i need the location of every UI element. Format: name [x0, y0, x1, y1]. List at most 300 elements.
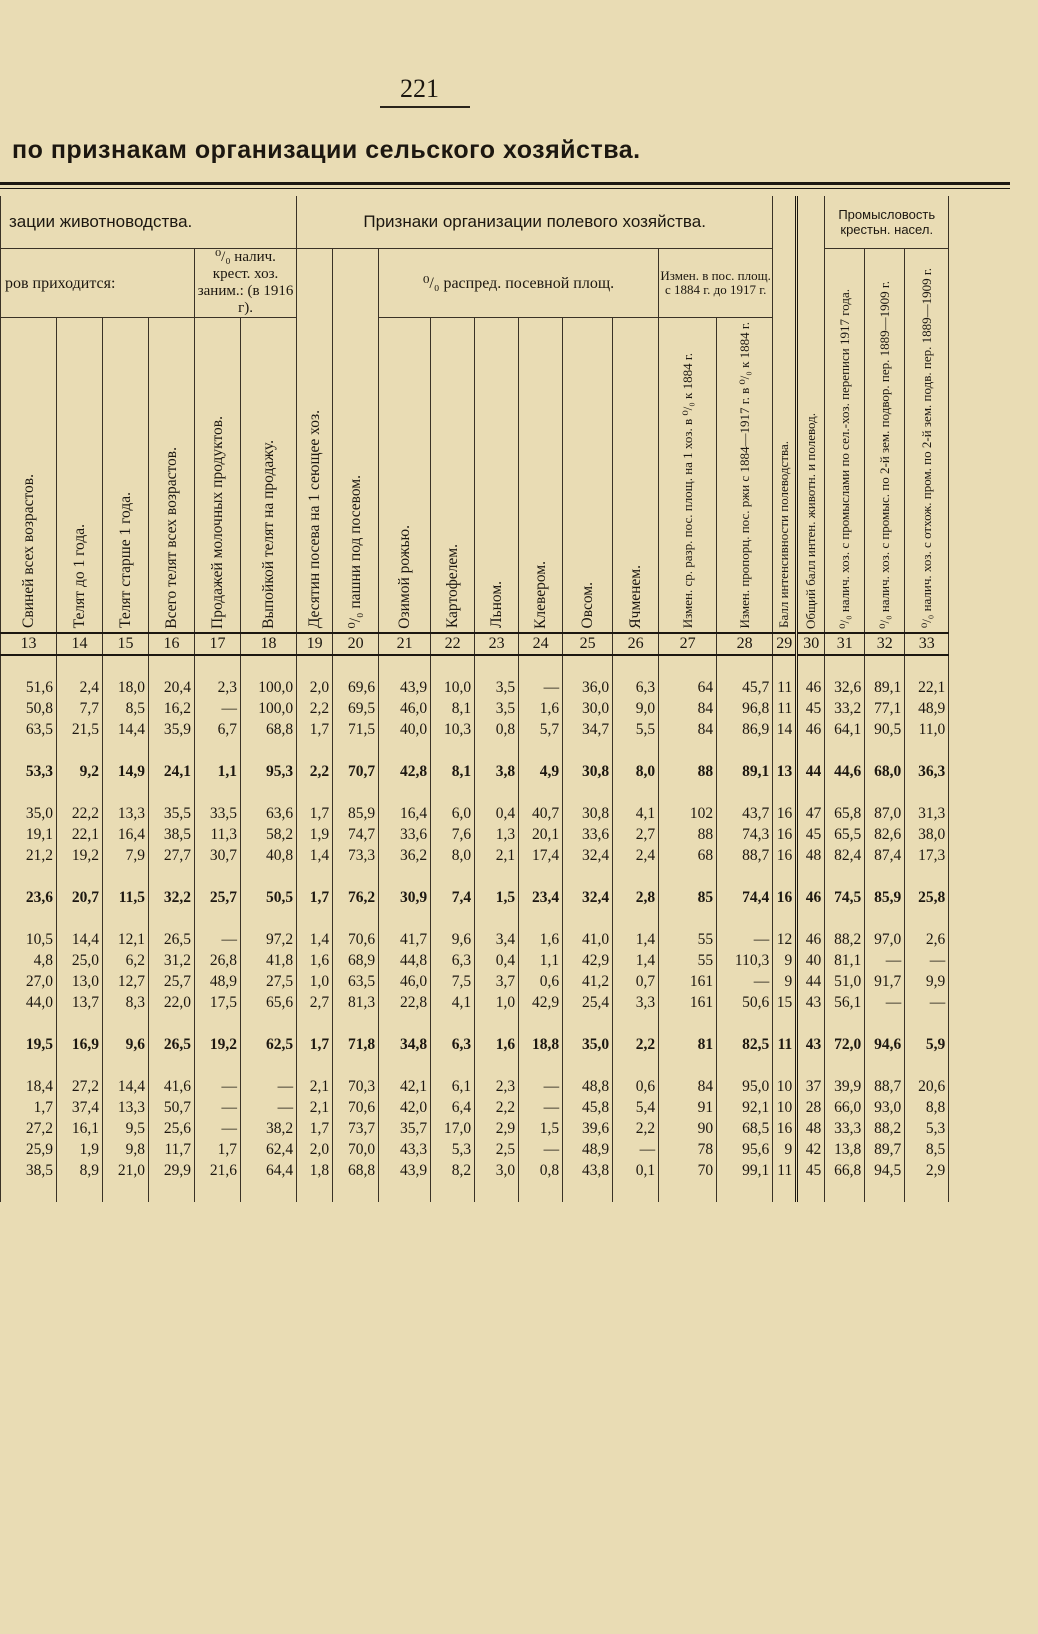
- table-cell: 4,9: [519, 761, 563, 782]
- col-header-25: Овсом.: [563, 318, 613, 634]
- table-cell: 16,9: [57, 1034, 103, 1055]
- table-cell: —: [865, 950, 905, 971]
- table-cell: 9,6: [103, 1034, 149, 1055]
- table-cell: 6,0: [431, 803, 475, 824]
- table-cell: 38,5: [1, 1160, 57, 1181]
- table-cell: 9: [773, 1139, 797, 1160]
- subheader-change-area: Измен. в пос. площ. с 1884 г. до 1917 г.: [659, 249, 773, 318]
- table-cell: 22,1: [905, 677, 949, 698]
- table-cell: 2,0: [297, 1139, 333, 1160]
- table-cell: 1,5: [475, 887, 519, 908]
- table-cell: —: [519, 677, 563, 698]
- column-number: 27: [659, 633, 717, 655]
- table-cell: 50,8: [1, 698, 57, 719]
- table-cell: 65,8: [825, 803, 865, 824]
- table-cell: 25,9: [1, 1139, 57, 1160]
- table-cell: 50,7: [149, 1097, 195, 1118]
- table-cell: 82,5: [717, 1034, 773, 1055]
- table-cell: 50,5: [241, 887, 297, 908]
- table-cell: 34,7: [563, 719, 613, 740]
- table-cell: —: [717, 971, 773, 992]
- table-cell: —: [519, 1097, 563, 1118]
- table-cell: 44: [797, 761, 825, 782]
- table-cell: 44,6: [825, 761, 865, 782]
- table-cell: 63,6: [241, 803, 297, 824]
- table-cell: 70,6: [333, 929, 379, 950]
- table-cell: 0,8: [475, 719, 519, 740]
- table-cell: —: [905, 992, 949, 1013]
- table-cell: 5,3: [431, 1139, 475, 1160]
- table-cell: 9,5: [103, 1118, 149, 1139]
- table-cell: 43,8: [563, 1160, 613, 1181]
- column-number: 26: [613, 633, 659, 655]
- table-row: [1, 992, 949, 1013]
- table-cell: 35,7: [379, 1118, 431, 1139]
- spacer-row: [1, 908, 949, 929]
- table-cell: 12,7: [103, 971, 149, 992]
- table-cell: 10,3: [431, 719, 475, 740]
- table-cell: 7,9: [103, 845, 149, 866]
- table-cell: 8,1: [431, 761, 475, 782]
- table-cell: 32,4: [563, 845, 613, 866]
- table-cell: 2,2: [297, 761, 333, 782]
- table-cell: 68,0: [865, 761, 905, 782]
- table-cell: 31,3: [905, 803, 949, 824]
- table-cell: 68,5: [717, 1118, 773, 1139]
- table-cell: 97,2: [241, 929, 297, 950]
- table-cell: —: [519, 1139, 563, 1160]
- table-cell: 30,9: [379, 887, 431, 908]
- col-header-13: Свиней всех возрастов.: [1, 318, 57, 634]
- column-number: 29: [773, 633, 797, 655]
- table-cell: 64: [659, 677, 717, 698]
- table-cell: 99,1: [717, 1160, 773, 1181]
- column-number: 14: [57, 633, 103, 655]
- table-cell: 11,7: [149, 1139, 195, 1160]
- col-header-20: ⁰/₀ пашни под посевом.: [333, 249, 379, 634]
- table-cell: 30,7: [195, 845, 241, 866]
- table-cell: 30,8: [563, 803, 613, 824]
- table-cell: 26,5: [149, 1034, 195, 1055]
- table-cell: 12: [773, 929, 797, 950]
- table-cell: 6,3: [431, 950, 475, 971]
- table-cell: 10,5: [1, 929, 57, 950]
- table-cell: 20,4: [149, 677, 195, 698]
- table-cell: 2,0: [297, 677, 333, 698]
- table-cell: 4,8: [1, 950, 57, 971]
- table-cell: 46,0: [379, 971, 431, 992]
- top-rule-thick: [0, 182, 1010, 185]
- table-cell: 6,1: [431, 1076, 475, 1097]
- table-cell: 29,9: [149, 1160, 195, 1181]
- table-cell: 16: [773, 887, 797, 908]
- table-cell: 86,9: [717, 719, 773, 740]
- table-cell: 16: [773, 845, 797, 866]
- table-cell: 70,3: [333, 1076, 379, 1097]
- table-cell: 25,8: [905, 887, 949, 908]
- table-cell: 16,1: [57, 1118, 103, 1139]
- table-cell: 5,9: [905, 1034, 949, 1055]
- table-cell: 0,8: [519, 1160, 563, 1181]
- table-cell: 100,0: [241, 677, 297, 698]
- table-cell: 9,0: [613, 698, 659, 719]
- table-cell: 42: [797, 1139, 825, 1160]
- table-cell: 25,0: [57, 950, 103, 971]
- table-cell: 11: [773, 1160, 797, 1181]
- table-cell: 38,0: [905, 824, 949, 845]
- col-header-15: Телят старше 1 года.: [103, 318, 149, 634]
- table-cell: 68: [659, 845, 717, 866]
- table-cell: 20,1: [519, 824, 563, 845]
- column-number: 31: [825, 633, 865, 655]
- table-cell: 1,6: [519, 698, 563, 719]
- table-cell: 25,4: [563, 992, 613, 1013]
- table-cell: 69,5: [333, 698, 379, 719]
- table-cell: 2,4: [613, 845, 659, 866]
- table-cell: 2,1: [297, 1076, 333, 1097]
- spacer-row: [1, 866, 949, 887]
- table-cell: 0,7: [613, 971, 659, 992]
- table-cell: 69,6: [333, 677, 379, 698]
- column-number: 28: [717, 633, 773, 655]
- table-cell: 23,6: [1, 887, 57, 908]
- table-cell: 35,0: [563, 1034, 613, 1055]
- table-cell: 33,2: [825, 698, 865, 719]
- table-cell: 5,4: [613, 1097, 659, 1118]
- table-cell: —: [519, 1076, 563, 1097]
- table-cell: 88: [659, 761, 717, 782]
- table-cell: 81,1: [825, 950, 865, 971]
- table-cell: 25,7: [195, 887, 241, 908]
- table-cell: 8,0: [431, 845, 475, 866]
- table-cell: 11: [773, 677, 797, 698]
- table-cell: 43: [797, 992, 825, 1013]
- table-cell: 11,3: [195, 824, 241, 845]
- table-cell: 1,4: [613, 929, 659, 950]
- table-cell: 63,5: [1, 719, 57, 740]
- table-cell: 40: [797, 950, 825, 971]
- table-cell: 13,7: [57, 992, 103, 1013]
- table-cell: 18,0: [103, 677, 149, 698]
- table-cell: 39,6: [563, 1118, 613, 1139]
- column-number: 21: [379, 633, 431, 655]
- table-cell: 11: [773, 698, 797, 719]
- table-cell: 45,8: [563, 1097, 613, 1118]
- table-cell: 70,0: [333, 1139, 379, 1160]
- table-cell: 42,0: [379, 1097, 431, 1118]
- table-cell: 84: [659, 1076, 717, 1097]
- col-header-30: Общий балл интен. животн. и полевод.: [797, 196, 825, 633]
- table-cell: 12,1: [103, 929, 149, 950]
- table-cell: 16,4: [103, 824, 149, 845]
- table-cell: 8,5: [103, 698, 149, 719]
- table-cell: 8,9: [57, 1160, 103, 1181]
- table-cell: 46: [797, 887, 825, 908]
- table-cell: 1,4: [613, 950, 659, 971]
- table-cell: —: [905, 950, 949, 971]
- table-cell: 37,4: [57, 1097, 103, 1118]
- table-cell: 1,7: [195, 1139, 241, 1160]
- table-cell: 1,1: [519, 950, 563, 971]
- table-cell: 46,0: [379, 698, 431, 719]
- table-cell: 43,7: [717, 803, 773, 824]
- table-cell: 42,8: [379, 761, 431, 782]
- table-cell: 33,6: [379, 824, 431, 845]
- table-cell: 1,6: [475, 1034, 519, 1055]
- spacer-row: [1, 740, 949, 761]
- table-cell: 3,5: [475, 677, 519, 698]
- table-cell: 43,3: [379, 1139, 431, 1160]
- table-cell: 32,2: [149, 887, 195, 908]
- table-cell: 68,8: [241, 719, 297, 740]
- table-cell: 3,4: [475, 929, 519, 950]
- table-cell: 44: [797, 971, 825, 992]
- table-cell: 14: [773, 719, 797, 740]
- spacer-row: [1, 1181, 949, 1202]
- table-cell: 42,9: [563, 950, 613, 971]
- table-cell: 6,3: [431, 1034, 475, 1055]
- table-cell: 2,3: [475, 1076, 519, 1097]
- table-cell: 43,9: [379, 1160, 431, 1181]
- table-cell: 3,0: [475, 1160, 519, 1181]
- table-cell: 27,7: [149, 845, 195, 866]
- table-cell: 94,6: [865, 1034, 905, 1055]
- table-cell: 74,4: [717, 887, 773, 908]
- table-cell: 44,8: [379, 950, 431, 971]
- table-cell: 37: [797, 1076, 825, 1097]
- table-cell: 20,6: [905, 1076, 949, 1097]
- table-cell: 2,6: [905, 929, 949, 950]
- table-cell: 48,9: [195, 971, 241, 992]
- table-cell: 82,4: [825, 845, 865, 866]
- table-cell: 40,8: [241, 845, 297, 866]
- table-cell: 53,3: [1, 761, 57, 782]
- table-cell: 0,6: [519, 971, 563, 992]
- table-cell: 2,5: [475, 1139, 519, 1160]
- table-cell: 6,7: [195, 719, 241, 740]
- table-cell: —: [241, 1097, 297, 1118]
- table-cell: 11,0: [905, 719, 949, 740]
- table-cell: 68,8: [333, 1160, 379, 1181]
- table-cell: 87,4: [865, 845, 905, 866]
- column-number: 24: [519, 633, 563, 655]
- table-cell: 2,9: [905, 1160, 949, 1181]
- page-title: по признакам организации сельского хозяйства.: [12, 136, 641, 164]
- table-cell: 20,7: [57, 887, 103, 908]
- table-cell: 50,6: [717, 992, 773, 1013]
- table-cell: 13: [773, 761, 797, 782]
- table-cell: 8,0: [613, 761, 659, 782]
- table-cell: 46: [797, 719, 825, 740]
- table-cell: 22,0: [149, 992, 195, 1013]
- table-row: [1, 803, 949, 824]
- table-cell: —: [865, 992, 905, 1013]
- table-cell: 1,7: [297, 803, 333, 824]
- table-cell: —: [195, 698, 241, 719]
- table-cell: —: [717, 929, 773, 950]
- table-body: [1, 655, 949, 1202]
- table-cell: 51,6: [1, 677, 57, 698]
- table-row: [1, 1076, 949, 1097]
- spacer-row: [1, 782, 949, 803]
- col-header-28: Измен. пропорц. пос. ржи с 1884—1917 г. в ⁰/₀ к 1884 г.: [717, 318, 773, 634]
- table-cell: 88,2: [865, 1118, 905, 1139]
- table-cell: 92,1: [717, 1097, 773, 1118]
- table-cell: 0,4: [475, 950, 519, 971]
- col-header-29: Балл интенсивности полеводства.: [773, 196, 797, 633]
- table-cell: 7,4: [431, 887, 475, 908]
- table-cell: 161: [659, 971, 717, 992]
- table-cell: 36,0: [563, 677, 613, 698]
- table-cell: 8,8: [905, 1097, 949, 1118]
- table-cell: 30,8: [563, 761, 613, 782]
- table-cell: —: [241, 1076, 297, 1097]
- col-header-19: Десятин посева на 1 сеющее хоз.: [297, 249, 333, 634]
- table-cell: 18,8: [519, 1034, 563, 1055]
- column-number: 25: [563, 633, 613, 655]
- table-cell: 48: [797, 845, 825, 866]
- column-number: 22: [431, 633, 475, 655]
- table-cell: 48,8: [563, 1076, 613, 1097]
- table-cell: 16: [773, 1118, 797, 1139]
- table-cell: 74,5: [825, 887, 865, 908]
- table-cell: 1,7: [297, 1118, 333, 1139]
- table-cell: 1,7: [297, 887, 333, 908]
- page-number-underline: [380, 106, 470, 108]
- table-cell: 10: [773, 1076, 797, 1097]
- table-cell: 23,4: [519, 887, 563, 908]
- table-cell: 1,4: [297, 845, 333, 866]
- table-cell: 95,0: [717, 1076, 773, 1097]
- table-cell: 68,9: [333, 950, 379, 971]
- table-cell: 27,5: [241, 971, 297, 992]
- table-row: [1, 824, 949, 845]
- table-cell: 41,7: [379, 929, 431, 950]
- table-cell: 17,0: [431, 1118, 475, 1139]
- table-cell: 9,9: [905, 971, 949, 992]
- table-cell: 0,4: [475, 803, 519, 824]
- col-header-23: Льном.: [475, 318, 519, 634]
- group-average-row: [1, 761, 949, 782]
- table-cell: 88,7: [865, 1076, 905, 1097]
- spacer-row: [1, 1013, 949, 1034]
- table-cell: 74,7: [333, 824, 379, 845]
- table-cell: 11,5: [103, 887, 149, 908]
- table-cell: 44,0: [1, 992, 57, 1013]
- table-cell: —: [195, 1097, 241, 1118]
- table-cell: 48,9: [905, 698, 949, 719]
- table-cell: 9: [773, 950, 797, 971]
- table-cell: 90: [659, 1118, 717, 1139]
- table-cell: 10: [773, 1097, 797, 1118]
- table-cell: 38,5: [149, 824, 195, 845]
- table-cell: 16: [773, 824, 797, 845]
- table-cell: 6,2: [103, 950, 149, 971]
- table-cell: 36,2: [379, 845, 431, 866]
- table-cell: 41,2: [563, 971, 613, 992]
- table-cell: 55: [659, 929, 717, 950]
- table-cell: 95,3: [241, 761, 297, 782]
- table-cell: 14,4: [57, 929, 103, 950]
- table-cell: 85: [659, 887, 717, 908]
- table-cell: 15: [773, 992, 797, 1013]
- table-cell: 63,5: [333, 971, 379, 992]
- table-cell: 70,7: [333, 761, 379, 782]
- table-row: [1, 845, 949, 866]
- table-cell: 13,3: [103, 1097, 149, 1118]
- col-header-27: Измен. ср. разр. пос. площ. на 1 хоз. в ⁰/₀ к 1884 г.: [659, 318, 717, 634]
- table-cell: 58,2: [241, 824, 297, 845]
- table-cell: 88,2: [825, 929, 865, 950]
- table-cell: 3,5: [475, 698, 519, 719]
- table-cell: 35,5: [149, 803, 195, 824]
- table-cell: 42,1: [379, 1076, 431, 1097]
- table-cell: 9,8: [103, 1139, 149, 1160]
- table-cell: 13,3: [103, 803, 149, 824]
- spacer-row: [1, 655, 949, 677]
- table-cell: 33,5: [195, 803, 241, 824]
- group-average-row: [1, 887, 949, 908]
- table-cell: 30,0: [563, 698, 613, 719]
- table-cell: 46: [797, 677, 825, 698]
- table-cell: 65,5: [825, 824, 865, 845]
- table-cell: 88: [659, 824, 717, 845]
- table-cell: 1,4: [297, 929, 333, 950]
- table-cell: 66,8: [825, 1160, 865, 1181]
- table-cell: 6,3: [613, 677, 659, 698]
- col-header-33: ⁰/₀ налич. хоз. с отхож. пром. по 2-й зем. подв. пер. 1889—1909 г.: [905, 249, 949, 634]
- table-cell: 7,5: [431, 971, 475, 992]
- statistics-table: [0, 196, 949, 1202]
- table-cell: 33,6: [563, 824, 613, 845]
- page-number: 221: [400, 74, 439, 103]
- table-cell: 27,0: [1, 971, 57, 992]
- table-cell: 5,7: [519, 719, 563, 740]
- table-cell: 70,6: [333, 1097, 379, 1118]
- table-cell: 14,4: [103, 1076, 149, 1097]
- table-cell: 17,4: [519, 845, 563, 866]
- table-cell: 28: [797, 1097, 825, 1118]
- table-cell: 35,9: [149, 719, 195, 740]
- table-cell: 45: [797, 698, 825, 719]
- table-cell: 84: [659, 719, 717, 740]
- table-cell: 74,3: [717, 824, 773, 845]
- table-cell: 2,1: [297, 1097, 333, 1118]
- table-cell: 85,9: [865, 887, 905, 908]
- col-header-17: Продажей молочных продуктов.: [195, 318, 241, 634]
- subheader-sown-dist: ⁰/₀ распред. посевной площ.: [379, 249, 659, 318]
- table-cell: 2,1: [475, 845, 519, 866]
- table-cell: 9,2: [57, 761, 103, 782]
- table-cell: 82,6: [865, 824, 905, 845]
- table-cell: 1,1: [195, 761, 241, 782]
- column-number: 33: [905, 633, 949, 655]
- table-cell: 8,2: [431, 1160, 475, 1181]
- table-cell: 26,5: [149, 929, 195, 950]
- table-cell: 89,1: [717, 761, 773, 782]
- table-cell: 62,4: [241, 1139, 297, 1160]
- table-cell: 62,5: [241, 1034, 297, 1055]
- col-header-14: Телят до 1 года.: [57, 318, 103, 634]
- table-cell: 70: [659, 1160, 717, 1181]
- table-cell: 3,8: [475, 761, 519, 782]
- table-cell: 19,5: [1, 1034, 57, 1055]
- table-cell: 2,8: [613, 887, 659, 908]
- table-cell: 64,4: [241, 1160, 297, 1181]
- table-cell: 1,9: [57, 1139, 103, 1160]
- table-cell: —: [195, 1118, 241, 1139]
- table-cell: 84: [659, 698, 717, 719]
